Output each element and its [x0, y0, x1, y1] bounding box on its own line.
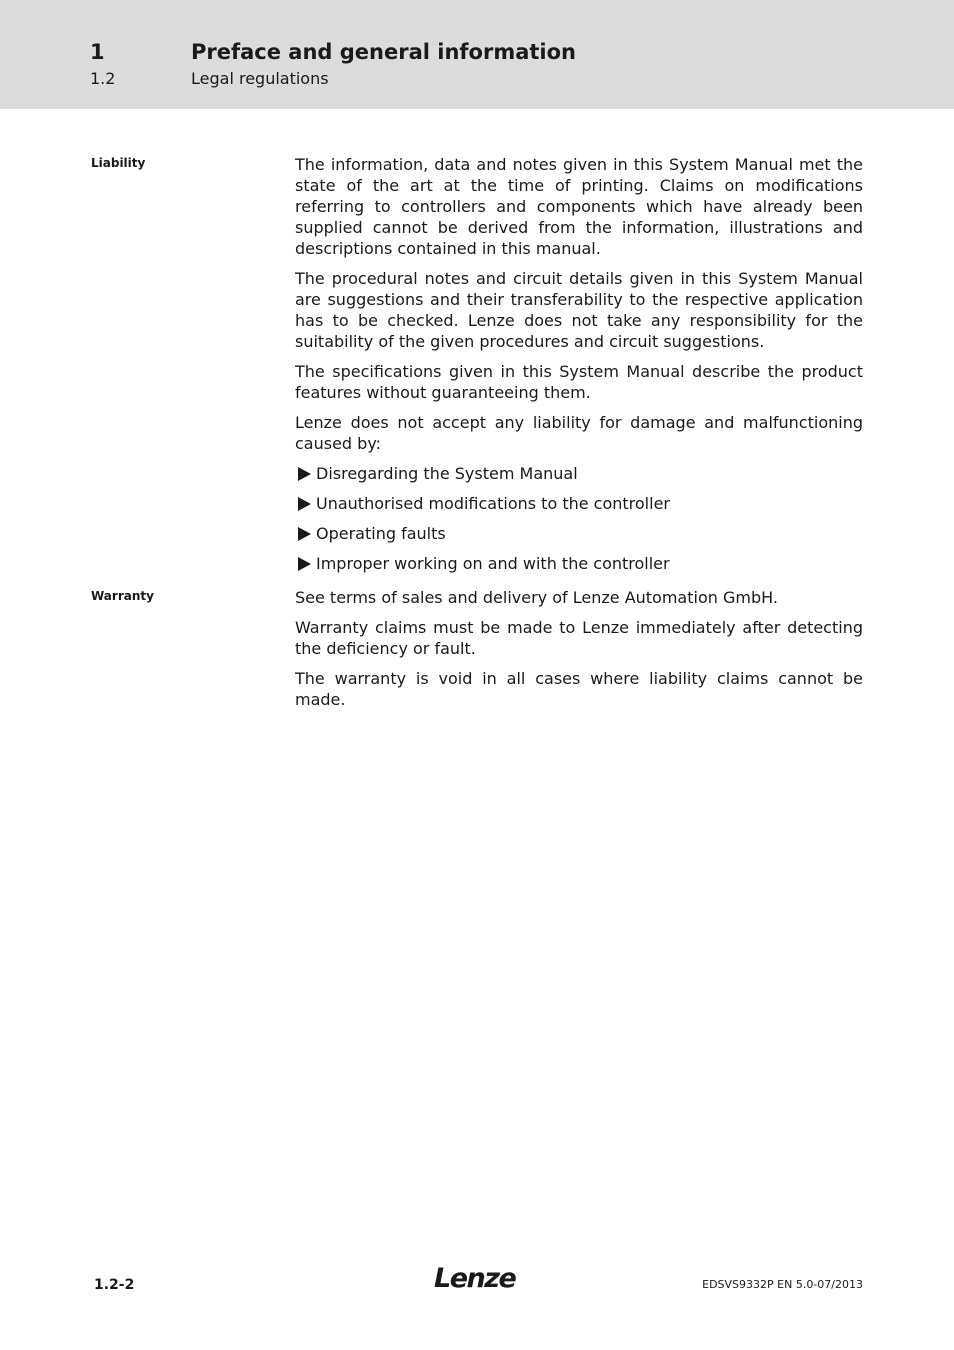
list-item-text: Improper working on and with the controller	[316, 554, 670, 573]
warranty-paragraph: The warranty is void in all cases where liability claims cannot be made.	[295, 669, 863, 709]
list-item	[295, 523, 863, 544]
list-item	[295, 553, 863, 574]
warranty-paragraph: Warranty claims must be made to Lenze immediately after detecting the deficiency or fault.	[295, 618, 863, 658]
bullet-triangle-icon	[298, 467, 311, 481]
section-title: Legal regulations	[191, 69, 329, 88]
liability-bullet-list	[295, 463, 863, 574]
list-item-text: Unauthorised modifications to the controller	[316, 494, 670, 513]
bullet-triangle-icon	[298, 557, 311, 571]
list-item	[295, 493, 863, 514]
warranty-section	[295, 587, 863, 719]
warranty-paragraph: See terms of sales and delivery of Lenze Automation GmbH.	[295, 588, 778, 607]
section-number: 1.2	[90, 69, 116, 88]
list-item	[295, 463, 863, 484]
list-item-text: Operating faults	[316, 524, 446, 543]
document-id: EDSVS9332P EN 5.0-07/2013	[702, 1278, 863, 1291]
warranty-label: Warranty	[91, 589, 154, 603]
liability-paragraph: Lenze does not accept any liability for damage and malfunctioning caused by:	[295, 413, 863, 453]
list-item-text: Disregarding the System Manual	[316, 464, 578, 483]
liability-paragraph: The information, data and notes given in this System Manual met the state of the art at the time of printing. Claims on modifications referring to controllers and components which have already been supplied cannot be derived from the information, illustrations and descriptions contained in this manual.	[295, 155, 863, 258]
liability-paragraph: The specifications given in this System Manual describe the product features without guaranteeing them.	[295, 362, 863, 402]
bullet-triangle-icon	[298, 527, 311, 541]
chapter-title: Preface and general information	[191, 40, 577, 64]
page-number: 1.2-2	[94, 1277, 135, 1293]
lenze-logo: Lenze	[434, 1263, 516, 1294]
liability-paragraph: The procedural notes and circuit details given in this System Manual are suggestions and their transferability to the respective application has to be checked. Lenze does not take any responsibility for the suitability of the given procedures and circuit suggestions.	[295, 269, 863, 351]
liability-label: Liability	[91, 156, 146, 170]
liability-section	[295, 154, 863, 583]
chapter-number: 1	[90, 40, 105, 64]
bullet-triangle-icon	[298, 497, 311, 511]
header-band	[0, 0, 954, 109]
